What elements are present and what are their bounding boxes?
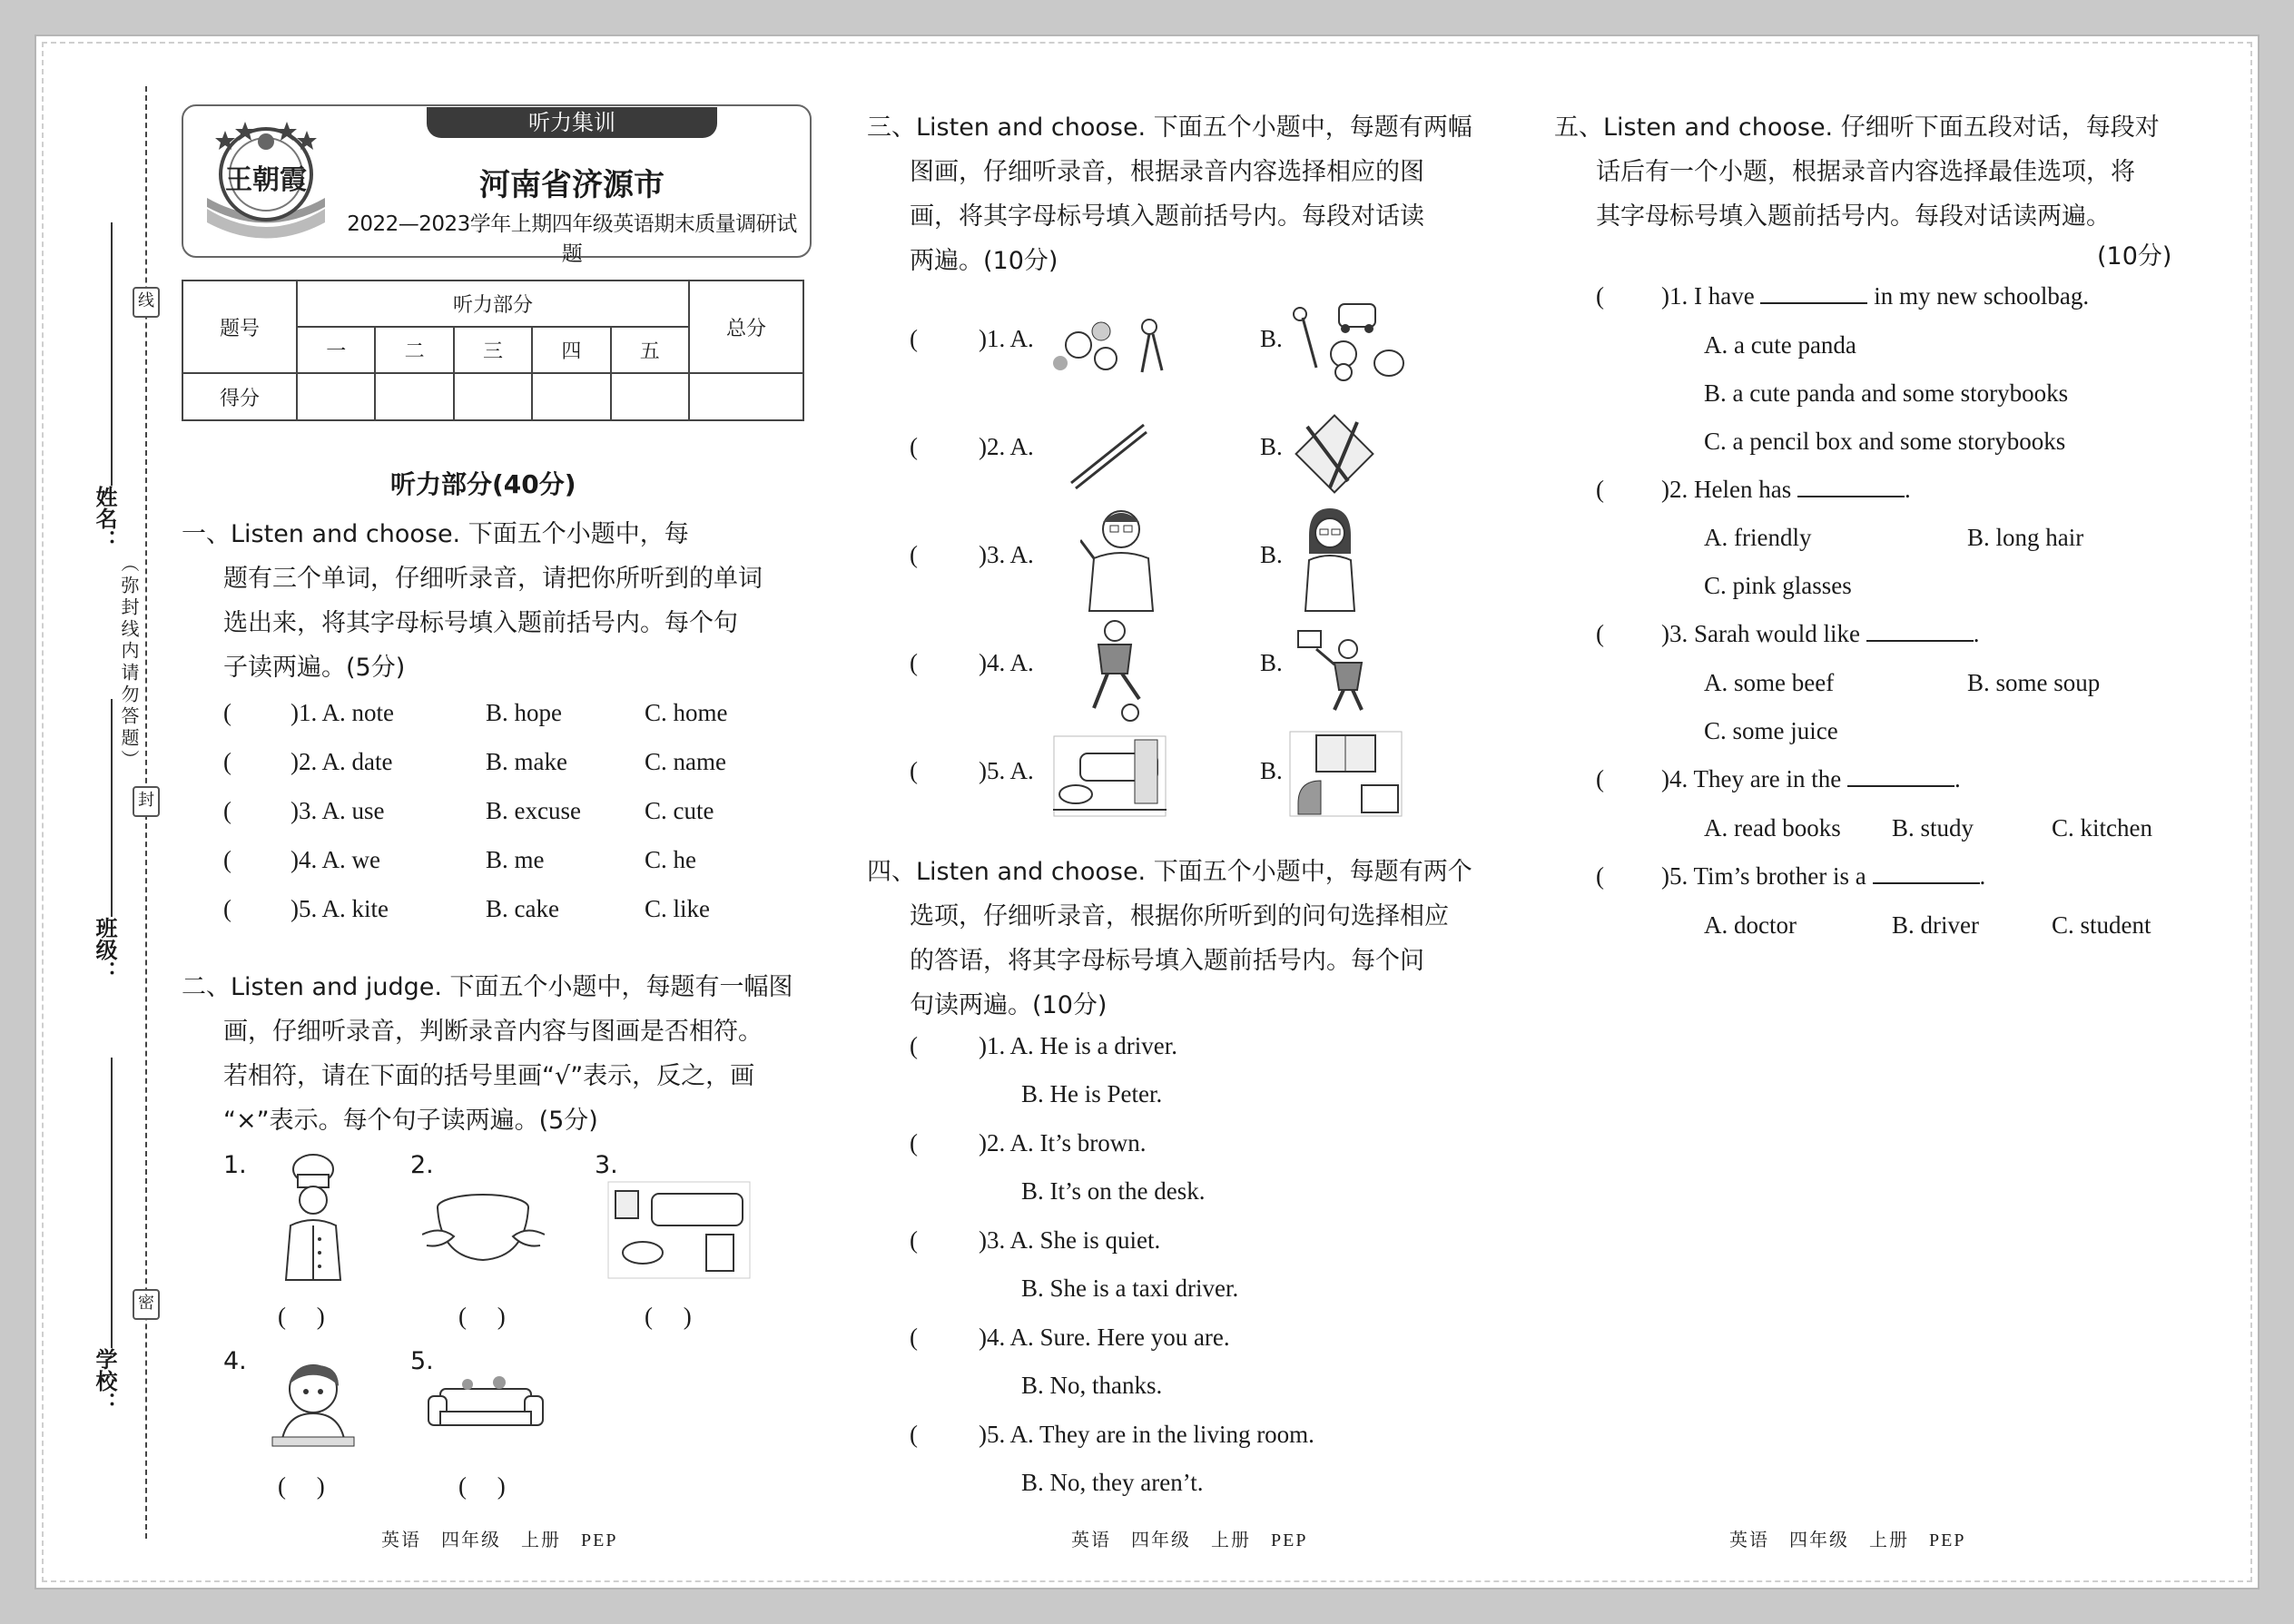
- s5-question: )5. Tim’s brother is a .: [1661, 862, 1986, 890]
- table-col: 五: [611, 327, 689, 373]
- answer-bracket[interactable]: (: [1596, 282, 1604, 310]
- s1-option-b: B. excuse: [486, 797, 581, 824]
- s2-instr-line: 画，仔细听录音，判断录音内容与图画是否相符。: [223, 1018, 763, 1046]
- table-row-score: 得分: [182, 373, 297, 420]
- s2-num: 5.: [410, 1347, 434, 1375]
- table-header-tihao: 题号: [182, 281, 297, 373]
- answer-bracket[interactable]: (: [910, 757, 918, 784]
- s4-option-b: B. No, they aren’t.: [1021, 1469, 1204, 1496]
- bowl-picture-icon: [422, 1180, 545, 1275]
- s3-option-b: B.: [1260, 541, 1283, 568]
- s2-num: 3.: [595, 1151, 618, 1179]
- s1-option-b: B. make: [486, 748, 567, 775]
- answer-bracket[interactable]: ( ): [458, 1472, 506, 1500]
- table-col: 二: [375, 327, 453, 373]
- s3-option-a: )2. A.: [979, 433, 1034, 460]
- s4-option-b: B. She is a taxi driver.: [1021, 1275, 1239, 1302]
- logo-text: 王朝霞: [225, 164, 307, 196]
- chef-picture-icon: [263, 1153, 363, 1284]
- table-col: 一: [297, 327, 375, 373]
- s5-option-b: B. a cute panda and some storybooks: [1704, 379, 2069, 407]
- table-header-listening: 听力部分: [297, 281, 689, 327]
- s4-instr-line: 的答语，将其字母标号填入题前括号内。每个问: [910, 947, 1424, 975]
- s5-option-b: B. study: [1892, 814, 1974, 842]
- answer-bracket[interactable]: (: [910, 1129, 918, 1156]
- binding-note: （弥封线内请勿答题）: [118, 554, 140, 772]
- man-picture-icon: [1080, 504, 1162, 613]
- s1-option-c: C. cute: [645, 797, 714, 824]
- answer-bracket[interactable]: (: [223, 699, 231, 726]
- score-cell[interactable]: [532, 373, 610, 420]
- toys-picture-icon: [1289, 300, 1412, 381]
- s3-option-a: )4. A.: [979, 649, 1034, 676]
- score-table: [182, 280, 804, 421]
- school-label: 学校：: [92, 1348, 117, 1413]
- s5-option-a: A. some beef: [1704, 669, 1835, 696]
- s4-option-a: )4. A. Sure. Here you are.: [979, 1324, 1230, 1351]
- s5-option-c: C. kitchen: [2052, 814, 2152, 842]
- s5-question: )3. Sarah would like .: [1661, 620, 1980, 647]
- publisher-logo-icon: [198, 118, 334, 245]
- s2-num: 4.: [223, 1347, 247, 1375]
- page-footer: 英语 四年级 上册 PEP: [1071, 1530, 1308, 1550]
- table-col: 三: [454, 327, 532, 373]
- answer-bracket[interactable]: (: [223, 797, 231, 824]
- s1-option-a: )2. A. date: [290, 748, 393, 775]
- seal-seal-mark: 封: [133, 786, 160, 817]
- s1-option-a: )4. A. we: [290, 846, 380, 873]
- s5-question: )4. They are in the .: [1661, 765, 1961, 792]
- school-field[interactable]: [111, 1058, 113, 1348]
- s2-num: 1.: [223, 1151, 247, 1179]
- s1-option-b: B. cake: [486, 895, 559, 922]
- s1-option-c: C. he: [645, 846, 696, 873]
- s5-option-b: B. long hair: [1967, 524, 2084, 551]
- page-footer: 英语 四年级 上册 PEP: [381, 1530, 618, 1550]
- score-cell[interactable]: [297, 373, 375, 420]
- s4-option-b: B. He is Peter.: [1021, 1080, 1163, 1107]
- answer-blank[interactable]: [1797, 477, 1905, 497]
- living-room-picture-icon: [1289, 731, 1403, 817]
- s5-option-a: A. read books: [1704, 814, 1841, 842]
- bathroom-picture-icon: [606, 1180, 752, 1280]
- s1-option-a: )5. A. kite: [290, 895, 389, 922]
- answer-bracket[interactable]: (: [910, 1324, 918, 1351]
- woman-picture-icon: [1298, 504, 1362, 613]
- answer-bracket[interactable]: (: [910, 541, 918, 568]
- s5-option-c: C. student: [2052, 911, 2151, 939]
- s1-instr-line: 子读两遍。(5分): [223, 654, 406, 682]
- answer-blank[interactable]: [1760, 284, 1867, 304]
- page-footer: 英语 四年级 上册 PEP: [1729, 1530, 1966, 1550]
- answer-bracket[interactable]: (: [910, 325, 918, 352]
- answer-bracket[interactable]: ( ): [278, 1303, 325, 1330]
- s4-heading: 四、Listen and choose. 下面五个小题中，每题有两个: [867, 858, 1472, 886]
- s5-instr-line: 话后有一个小题，根据录音内容选择最佳选项，将: [1596, 158, 2135, 186]
- answer-bracket[interactable]: (: [910, 649, 918, 676]
- football-player-picture-icon: [1071, 617, 1157, 722]
- s5-option-a: A. doctor: [1704, 911, 1797, 939]
- score-cell[interactable]: [611, 373, 689, 420]
- s5-option-a: A. a cute panda: [1704, 331, 1856, 359]
- s5-option-b: B. driver: [1892, 911, 1979, 939]
- score-cell-total[interactable]: [689, 373, 803, 420]
- s4-option-a: )5. A. They are in the living room.: [979, 1421, 1314, 1448]
- s1-option-a: )3. A. use: [290, 797, 385, 824]
- answer-bracket[interactable]: ( ): [645, 1303, 692, 1330]
- s1-option-c: C. like: [645, 895, 710, 922]
- s3-heading: 三、Listen and choose. 下面五个小题中，每题有两幅: [867, 113, 1472, 142]
- s1-option-b: B. hope: [486, 699, 562, 726]
- answer-bracket[interactable]: (: [223, 748, 231, 775]
- answer-bracket[interactable]: (: [910, 1032, 918, 1059]
- seal-dense-mark: 密: [133, 1289, 160, 1320]
- name-field[interactable]: [111, 222, 113, 486]
- exam-region-title: 河南省济源市: [479, 167, 665, 203]
- answer-bracket[interactable]: (: [910, 1421, 918, 1448]
- class-field[interactable]: [111, 699, 113, 917]
- table-col: 四: [532, 327, 610, 373]
- header-badge: 听力集训: [427, 107, 717, 138]
- s5-instr-line: 其字母标号填入题前括号内。每段对话读两遍。: [1596, 202, 2111, 231]
- s5-option-a: A. friendly: [1704, 524, 1812, 551]
- answer-bracket[interactable]: (: [1596, 620, 1604, 647]
- bathroom-scene-picture-icon: [1053, 735, 1167, 817]
- answer-bracket[interactable]: ( ): [458, 1303, 506, 1330]
- s5-option-b: B. some soup: [1967, 669, 2101, 696]
- s5-heading: 五、Listen and choose. 仔细听下面五段对话，每段对: [1554, 113, 2160, 142]
- s3-option-b: B.: [1260, 649, 1283, 676]
- score-cell[interactable]: [375, 373, 453, 420]
- s4-option-b: B. No, thanks.: [1021, 1372, 1163, 1399]
- class-label: 班级：: [92, 917, 117, 982]
- answer-blank[interactable]: [1847, 767, 1954, 787]
- s3-option-a: )1. A.: [979, 325, 1034, 352]
- s2-num: 2.: [410, 1151, 434, 1179]
- s4-option-a: )3. A. She is quiet.: [979, 1226, 1161, 1254]
- s3-instr-line: 两遍。(10分): [910, 247, 1058, 275]
- seal-line-mark: 线: [133, 287, 160, 318]
- boy-writing-picture-icon: [268, 1357, 359, 1448]
- answer-bracket[interactable]: (: [1596, 765, 1604, 792]
- s1-option-a: )1. A. note: [290, 699, 394, 726]
- s5-question: )1. I have in my new schoolbag.: [1661, 282, 2090, 310]
- s4-instr-line: 选项，仔细听录音，根据你所听到的问句选择相应: [910, 902, 1449, 930]
- s3-option-b: B.: [1260, 325, 1283, 352]
- s1-option-b: B. me: [486, 846, 545, 873]
- answer-blank[interactable]: [1873, 864, 1980, 884]
- s4-option-a: )2. A. It’s brown.: [979, 1129, 1147, 1156]
- s1-heading: 一、Listen and choose. 下面五个小题中，每: [182, 520, 689, 548]
- table-header-total: 总分: [689, 281, 803, 373]
- score-cell[interactable]: [454, 373, 532, 420]
- s3-option-a: )5. A.: [979, 757, 1034, 784]
- s5-option-c: C. pink glasses: [1704, 572, 1852, 599]
- s4-option-a: )1. A. He is a driver.: [979, 1032, 1177, 1059]
- toys-and-keys-picture-icon: [1051, 309, 1169, 381]
- sofa-picture-icon: [427, 1371, 545, 1434]
- s1-option-c: C. home: [645, 699, 728, 726]
- s3-instr-line: 图画，仔细听录音，根据录音内容选择相应的图: [910, 158, 1424, 186]
- s5-score: (10分): [2097, 242, 2172, 271]
- s1-instr-line: 选出来，将其字母标号填入题前括号内。每个句: [223, 609, 738, 637]
- s5-question: )2. Helen has .: [1661, 476, 1911, 503]
- s1-instr-line: 题有三个单词，仔细听录音，请把你所听到的单词: [223, 565, 763, 593]
- s2-instr-line: “×”表示。每个句子读两遍。(5分): [223, 1107, 598, 1135]
- exam-subtitle: 2022—2023学年上期四年级英语期末质量调研试题: [347, 212, 797, 266]
- answer-bracket[interactable]: (: [1596, 476, 1604, 503]
- s5-option-c: C. a pencil box and some storybooks: [1704, 428, 2066, 455]
- knife-fork-picture-icon: [1294, 413, 1375, 495]
- chopsticks-picture-icon: [1067, 418, 1148, 490]
- answer-bracket[interactable]: (: [910, 433, 918, 460]
- basketball-player-picture-icon: [1294, 626, 1380, 713]
- s1-option-c: C. name: [645, 748, 726, 775]
- s4-instr-line: 句读两遍。(10分): [910, 991, 1108, 1019]
- answer-bracket[interactable]: (: [1596, 862, 1604, 890]
- s3-option-b: B.: [1260, 757, 1283, 784]
- s2-heading: 二、Listen and judge. 下面五个小题中，每题有一幅图: [182, 973, 793, 1001]
- answer-bracket[interactable]: ( ): [278, 1472, 325, 1500]
- s3-instr-line: 画，将其字母标号填入题前括号内。每段对话读: [910, 202, 1424, 231]
- answer-bracket[interactable]: (: [910, 1226, 918, 1254]
- s3-option-a: )3. A.: [979, 541, 1034, 568]
- answer-blank[interactable]: [1866, 622, 1974, 642]
- name-label: 姓名：: [92, 486, 117, 551]
- s4-option-b: B. It’s on the desk.: [1021, 1177, 1206, 1205]
- answer-bracket[interactable]: (: [223, 895, 231, 922]
- s2-instr-line: 若相符，请在下面的括号里画“√”表示，反之，画: [223, 1062, 755, 1090]
- s3-option-b: B.: [1260, 433, 1283, 460]
- s5-option-c: C. some juice: [1704, 717, 1838, 744]
- answer-bracket[interactable]: (: [223, 846, 231, 873]
- listening-part-title: 听力部分(40分): [390, 469, 576, 499]
